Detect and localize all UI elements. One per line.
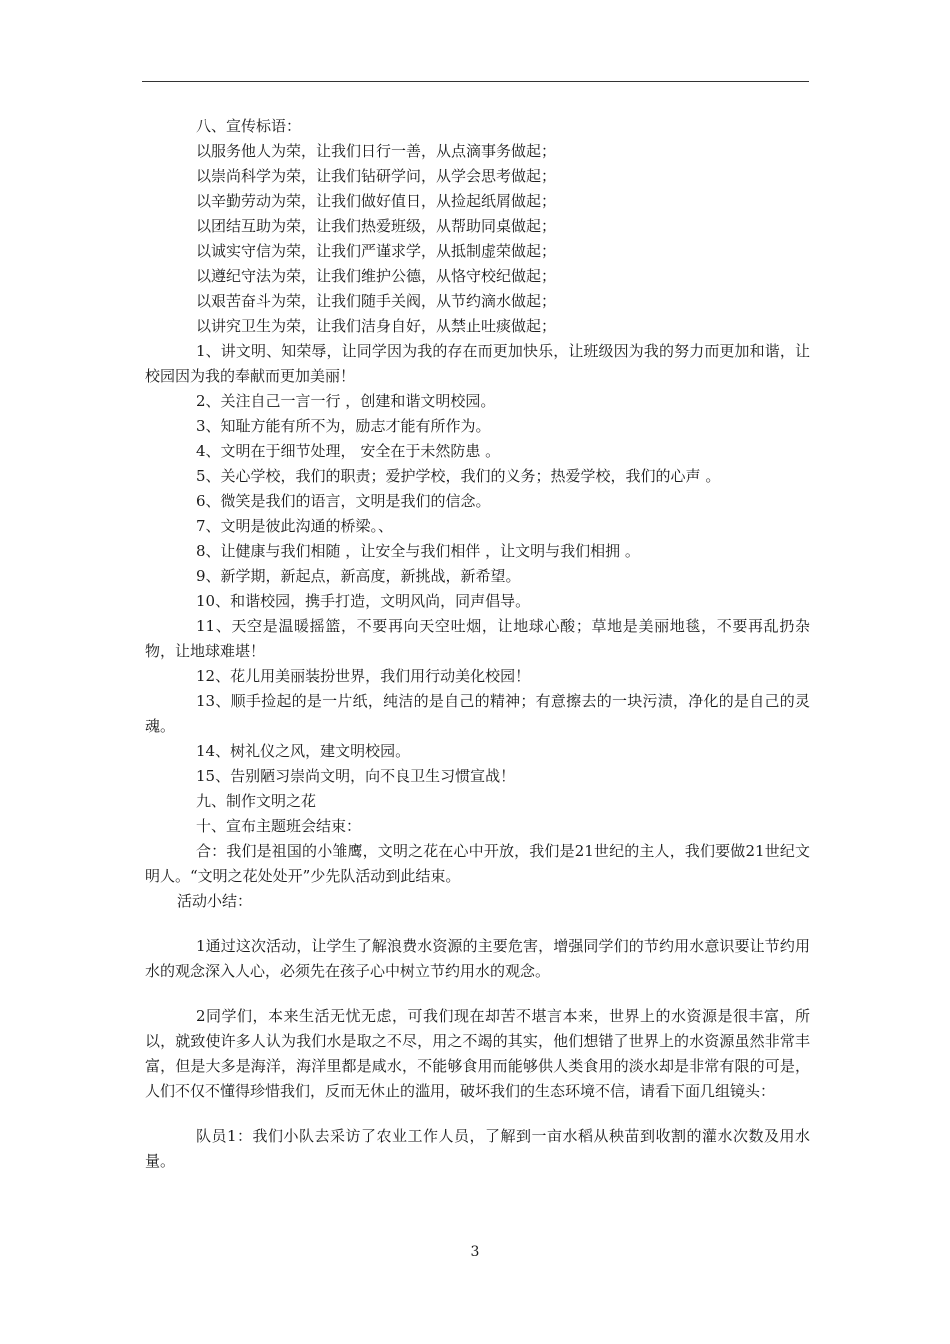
honor-line: 以服务他人为荣，让我们日行一善，从点滴事务做起； (196, 142, 557, 160)
summary-paragraph-1: 1通过这次活动，让学生了解浪费水资源的主要危害，增强同学们的节约用水意识要让节约用水的观念深入人心，必须先在孩子心中树立节约用水的观念。 (145, 937, 810, 980)
honor-line: 以遵纪守法为荣，让我们维护公德，从恪守校纪做起； (196, 267, 557, 285)
spacer (145, 914, 810, 934)
slogan-item: 7、文明是彼此沟通的桥梁。、 (196, 517, 394, 535)
section-9-heading: 九、制作文明之花 (196, 792, 317, 810)
spacer (145, 984, 810, 1004)
slogan-item: 8、让健康与我们相随 ，让安全与我们相伴 ，让文明与我们相拥 。 (196, 542, 640, 560)
section-10-heading: 十、宣布主题班会结束： (196, 817, 362, 835)
honor-line: 以诚实守信为荣，让我们严谨求学，从抵制虚荣做起； (196, 242, 557, 260)
document-body (145, 114, 810, 1174)
slogan-item: 9、新学期，新起点，新高度，新挑战，新希望。 (196, 567, 521, 585)
honor-line: 以团结互助为荣，让我们热爱班级，从帮助同桌做起； (196, 217, 557, 235)
slogan-item: 2、关注自己一言一行 ，创建和谐文明校园。 (196, 392, 496, 410)
slogan-item: 1、讲文明、知荣辱，让同学因为我的存在而更加快乐，让班级因为我的努力而更加和谐，让校园因为我的奉献而更加美丽！ (145, 342, 810, 385)
slogan-item: 14、树礼仪之风，建文明校园。 (196, 742, 411, 760)
honor-line: 以讲究卫生为荣，让我们洁身自好，从禁止吐痰做起； (196, 317, 557, 335)
slogan-item: 5、关心学校，我们的职责；爱护学校，我们的义务；热爱学校，我们的心声 。 (196, 467, 721, 485)
slogan-item: 10、和谐校园，携手打造，文明风尚，同声倡导。 (196, 592, 531, 610)
summary-paragraph-3: 队员1：我们小队去采访了农业工作人员，了解到一亩水稻从秧苗到收割的灌水次数及用水量。 (145, 1127, 810, 1170)
slogan-item: 11、天空是温暖摇篮，不要再向天空吐烟，让地球心酸；草地是美丽地毯，不要再乱扔杂物，让地球难堪！ (145, 617, 810, 660)
slogan-item: 15、告别陋习崇尚文明，向不良卫生习惯宣战！ (196, 767, 516, 785)
slogan-item: 4、文明在于细节处理， 安全在于未然防患 。 (196, 442, 501, 460)
slogan-item: 12、花儿用美丽装扮世界，我们用行动美化校园！ (196, 667, 531, 685)
slogan-item: 6、微笑是我们的语言，文明是我们的信念。 (196, 492, 491, 510)
summary-paragraph-2: 2同学们，本来生活无忧无虑，可我们现在却苦不堪言本来，世界上的水资源是很丰富，所以，就致使许多人认为我们水是取之不尽，用之不竭的其实，他们想错了世界上的水资源虽然非常丰富，但是大多是海洋，海洋里都是咸水，不能够食用而能够供人类食用的淡水却是非常有限的可是，人们不仅不懂得珍惜我们，反而无休止的滥用，破坏我们的生态环境不信，请看下面几组镜头： (145, 1007, 810, 1100)
spacer (145, 1104, 810, 1124)
summary-heading: 活动小结： (177, 892, 253, 910)
slogan-item: 13、顺手捡起的是一片纸，纯洁的是自己的精神；有意擦去的一块污渍，净化的是自己的灵魂。 (145, 692, 810, 735)
section-8-heading: 八、宣传标语： (196, 117, 302, 135)
page-number: 3 (470, 1244, 480, 1260)
honor-line: 以辛勤劳动为荣，让我们做好值日，从捡起纸屑做起； (196, 192, 557, 210)
slogan-item: 3、知耻方能有所不为，励志才能有所作为。 (196, 417, 491, 435)
closing-paragraph: 合：我们是祖国的小雏鹰，文明之花在心中开放，我们是21世纪的主人，我们要做21世纪文明人。“文明之花处处开”少先队活动到此结束。 (145, 842, 810, 885)
honor-line: 以艰苦奋斗为荣，让我们随手关阀，从节约滴水做起； (196, 292, 557, 310)
header-rule (142, 81, 809, 82)
honor-line: 以崇尚科学为荣，让我们钻研学问，从学会思考做起； (196, 167, 557, 185)
